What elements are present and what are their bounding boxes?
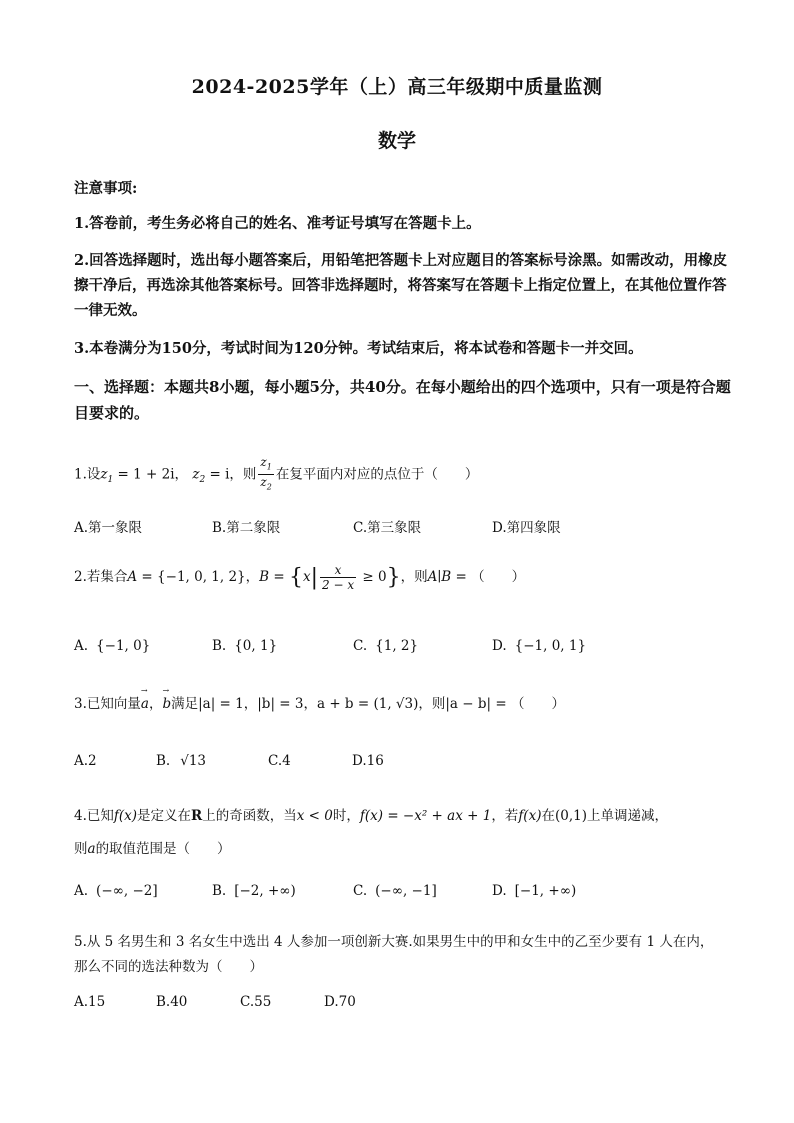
q2-B2: B	[441, 569, 452, 585]
q3-cond3: a + b = (1, √3)	[316, 696, 419, 712]
q4-decreasing: 上单调递减，	[586, 808, 668, 824]
q4-option-b	[212, 883, 296, 899]
q3-ask: |a − b| = （ ）	[445, 696, 565, 712]
q3-then: ，则	[418, 696, 446, 712]
question-2-stem: 2.若集合A = {−1, 0, 1, 2}，B = {x| $\frac{x}{2 - x}$ ≥ 0}，则A∣B = （ ）	[74, 563, 526, 592]
q1-tail: 在复平面内对应的点位于（ ）	[275, 466, 479, 483]
q1-z2: z	[192, 466, 200, 483]
q2-c-label: C.	[353, 638, 368, 654]
q4-option-c	[353, 883, 437, 899]
q4-xlt0: x < 0	[296, 808, 333, 824]
q3-cond2: |b| = 3	[257, 696, 304, 712]
q1-lead: 1.设	[74, 466, 101, 483]
q1-sub2: 2	[199, 475, 206, 486]
q2-option-d	[492, 638, 586, 654]
q5-option-c: C.55	[240, 994, 272, 1010]
q4-R: R	[191, 808, 203, 824]
q5-option-d: D.70	[324, 994, 356, 1010]
q1-then: ，则	[229, 466, 257, 483]
q3-lead: 3.已知向量	[74, 696, 141, 712]
q3-satisfy: 满足	[171, 696, 199, 712]
q3-vec-a: → a	[141, 696, 149, 712]
q2-geq: ≥ 0	[358, 569, 387, 585]
question-5-line-2: 那么不同的选法种数为（ ）	[74, 959, 263, 975]
q1-z: z	[100, 466, 108, 483]
q2-option-b	[212, 638, 277, 654]
q1-option-a: A.第一象限	[74, 520, 143, 536]
q4-then: 则	[74, 841, 88, 857]
question-1-stem	[74, 455, 478, 495]
q4-c-label: C.	[353, 883, 368, 899]
q2-set-a: {−1, 0, 1, 2}	[157, 569, 246, 585]
q1-option-d: D.第四象限	[492, 520, 561, 536]
q4-in: 在	[541, 808, 555, 824]
q2-option-a	[74, 638, 150, 654]
q2-lead: 2.若集合	[74, 569, 128, 585]
q2-frac-num: x	[320, 563, 356, 578]
q3-option-d: D.16	[352, 753, 384, 769]
q2-frac-den: 2 − x	[322, 578, 355, 592]
q4-a-label: A.	[74, 883, 89, 899]
note-item-1: 1.答卷前，考生务必将自己的姓名、准考证号填写在答题卡上。	[74, 215, 481, 232]
q4-if: ，若	[491, 808, 519, 824]
q2-fraction	[320, 563, 356, 592]
q4-option-d	[492, 883, 576, 899]
q4-a-value: (−∞, −2]	[96, 883, 158, 899]
q2-comma: ，	[245, 569, 260, 585]
q4-fx: f(x)	[113, 808, 138, 824]
q3-cond1: |a| = 1	[198, 696, 244, 712]
q2-a-value: {−1, 0}	[96, 638, 151, 654]
q3-b-value: √13	[180, 753, 206, 769]
q1-sub1: 1	[107, 475, 114, 486]
q1-option-c: C.第三象限	[353, 520, 422, 536]
q3-comma2: ，	[243, 696, 258, 712]
q2-eq1: =	[137, 569, 158, 585]
q4-fx2: f(x)	[518, 808, 542, 824]
q4-lead: 4.已知	[74, 808, 114, 824]
q2-a-label: A.	[74, 638, 89, 654]
note-item-2: 2.回答选择题时，选出每小题答案后，用铅笔把答题卡上对应题目的答案标号涂黑。如需改动，用橡皮擦干净后，再选涂其他答案标号。回答非选择题时，将答案写在答题卡上指定位置上，在其他位置作答一律无效。	[74, 252, 728, 319]
section-heading: 一、选择题：本题共8小题，每小题5分，共40分。在每小题给出的四个选项中，只有一项是符合题目要求的。	[74, 378, 731, 422]
exam-subject: 数学	[377, 130, 416, 152]
q1-option-b: B.第二象限	[212, 520, 281, 536]
q2-option-c	[353, 638, 418, 654]
q2-b-label: B.	[212, 638, 227, 654]
q4-formula: f(x) = −x² + ax + 1	[359, 808, 492, 824]
q1-z1-value: = 1 + 2i	[113, 466, 175, 483]
q4-interval: (0,1)	[554, 808, 587, 824]
note-item-3: 3.本卷满分为150分，考试时间为120分钟。考试结束后，将本试卷和答题卡一并交回。	[74, 340, 643, 357]
q4-b-value: [−2, +∞)	[234, 883, 296, 899]
question-4-line-2	[74, 837, 231, 857]
q2-then: ，则	[400, 569, 428, 585]
q2-eq2: =	[269, 569, 289, 585]
q2-A: A	[127, 569, 138, 585]
q2-b-value: {0, 1}	[234, 638, 278, 654]
q5-option-b: B.40	[156, 994, 188, 1010]
q4-d-label: D.	[492, 883, 507, 899]
q1-z2-value: = i	[205, 466, 230, 483]
q2-c-value: {1, 2}	[375, 638, 419, 654]
question-3-stem	[74, 692, 565, 712]
q3-option-c: C.4	[268, 753, 291, 769]
q4-option-a	[74, 883, 158, 899]
q2-B: B	[259, 569, 270, 585]
q5-option-a: A.15	[74, 994, 106, 1010]
q1-comma: ，	[174, 466, 189, 483]
exam-title: 2024-2025学年（上）高三年级期中质量监测	[191, 76, 603, 98]
notes-heading: 注意事项:	[74, 180, 138, 197]
q2-A2: A	[427, 569, 438, 585]
q2-tail: = （ ）	[451, 569, 526, 585]
q3-comma3: ，	[303, 696, 317, 712]
question-5-line-1: 5.从 5 名男生和 3 名女生中选出 4 人参加一项创新大赛.如果男生中的甲和女生中的乙至少要有 1 人在内，	[74, 934, 714, 950]
q4-b-label: B.	[212, 883, 227, 899]
q4-range: 的取值范围是（ ）	[95, 841, 231, 857]
q4-c-value: (−∞, −1]	[375, 883, 437, 899]
q3-option-b	[156, 753, 206, 769]
q2-x: x	[302, 569, 311, 585]
q1-fraction: $\frac{z_1}{z_2}$	[260, 455, 272, 492]
q2-op: ∣	[437, 569, 442, 585]
q4-a: a	[87, 841, 96, 857]
q4-d-value: [−1, +∞)	[514, 883, 577, 899]
q2-d-value: {−1, 0, 1}	[514, 638, 587, 654]
q3-b-label: B.	[156, 753, 171, 769]
q2-d-label: D.	[492, 638, 507, 654]
q4-when: 时，	[332, 808, 360, 824]
question-4-line-1	[74, 804, 668, 824]
q3-option-a: A.2	[74, 753, 97, 769]
q3-vec-b: → b	[162, 696, 171, 712]
q3-comma1: ，	[148, 696, 163, 712]
q4-defined: 是定义在	[137, 808, 192, 824]
q4-odd: 上的奇函数，当	[202, 808, 297, 824]
